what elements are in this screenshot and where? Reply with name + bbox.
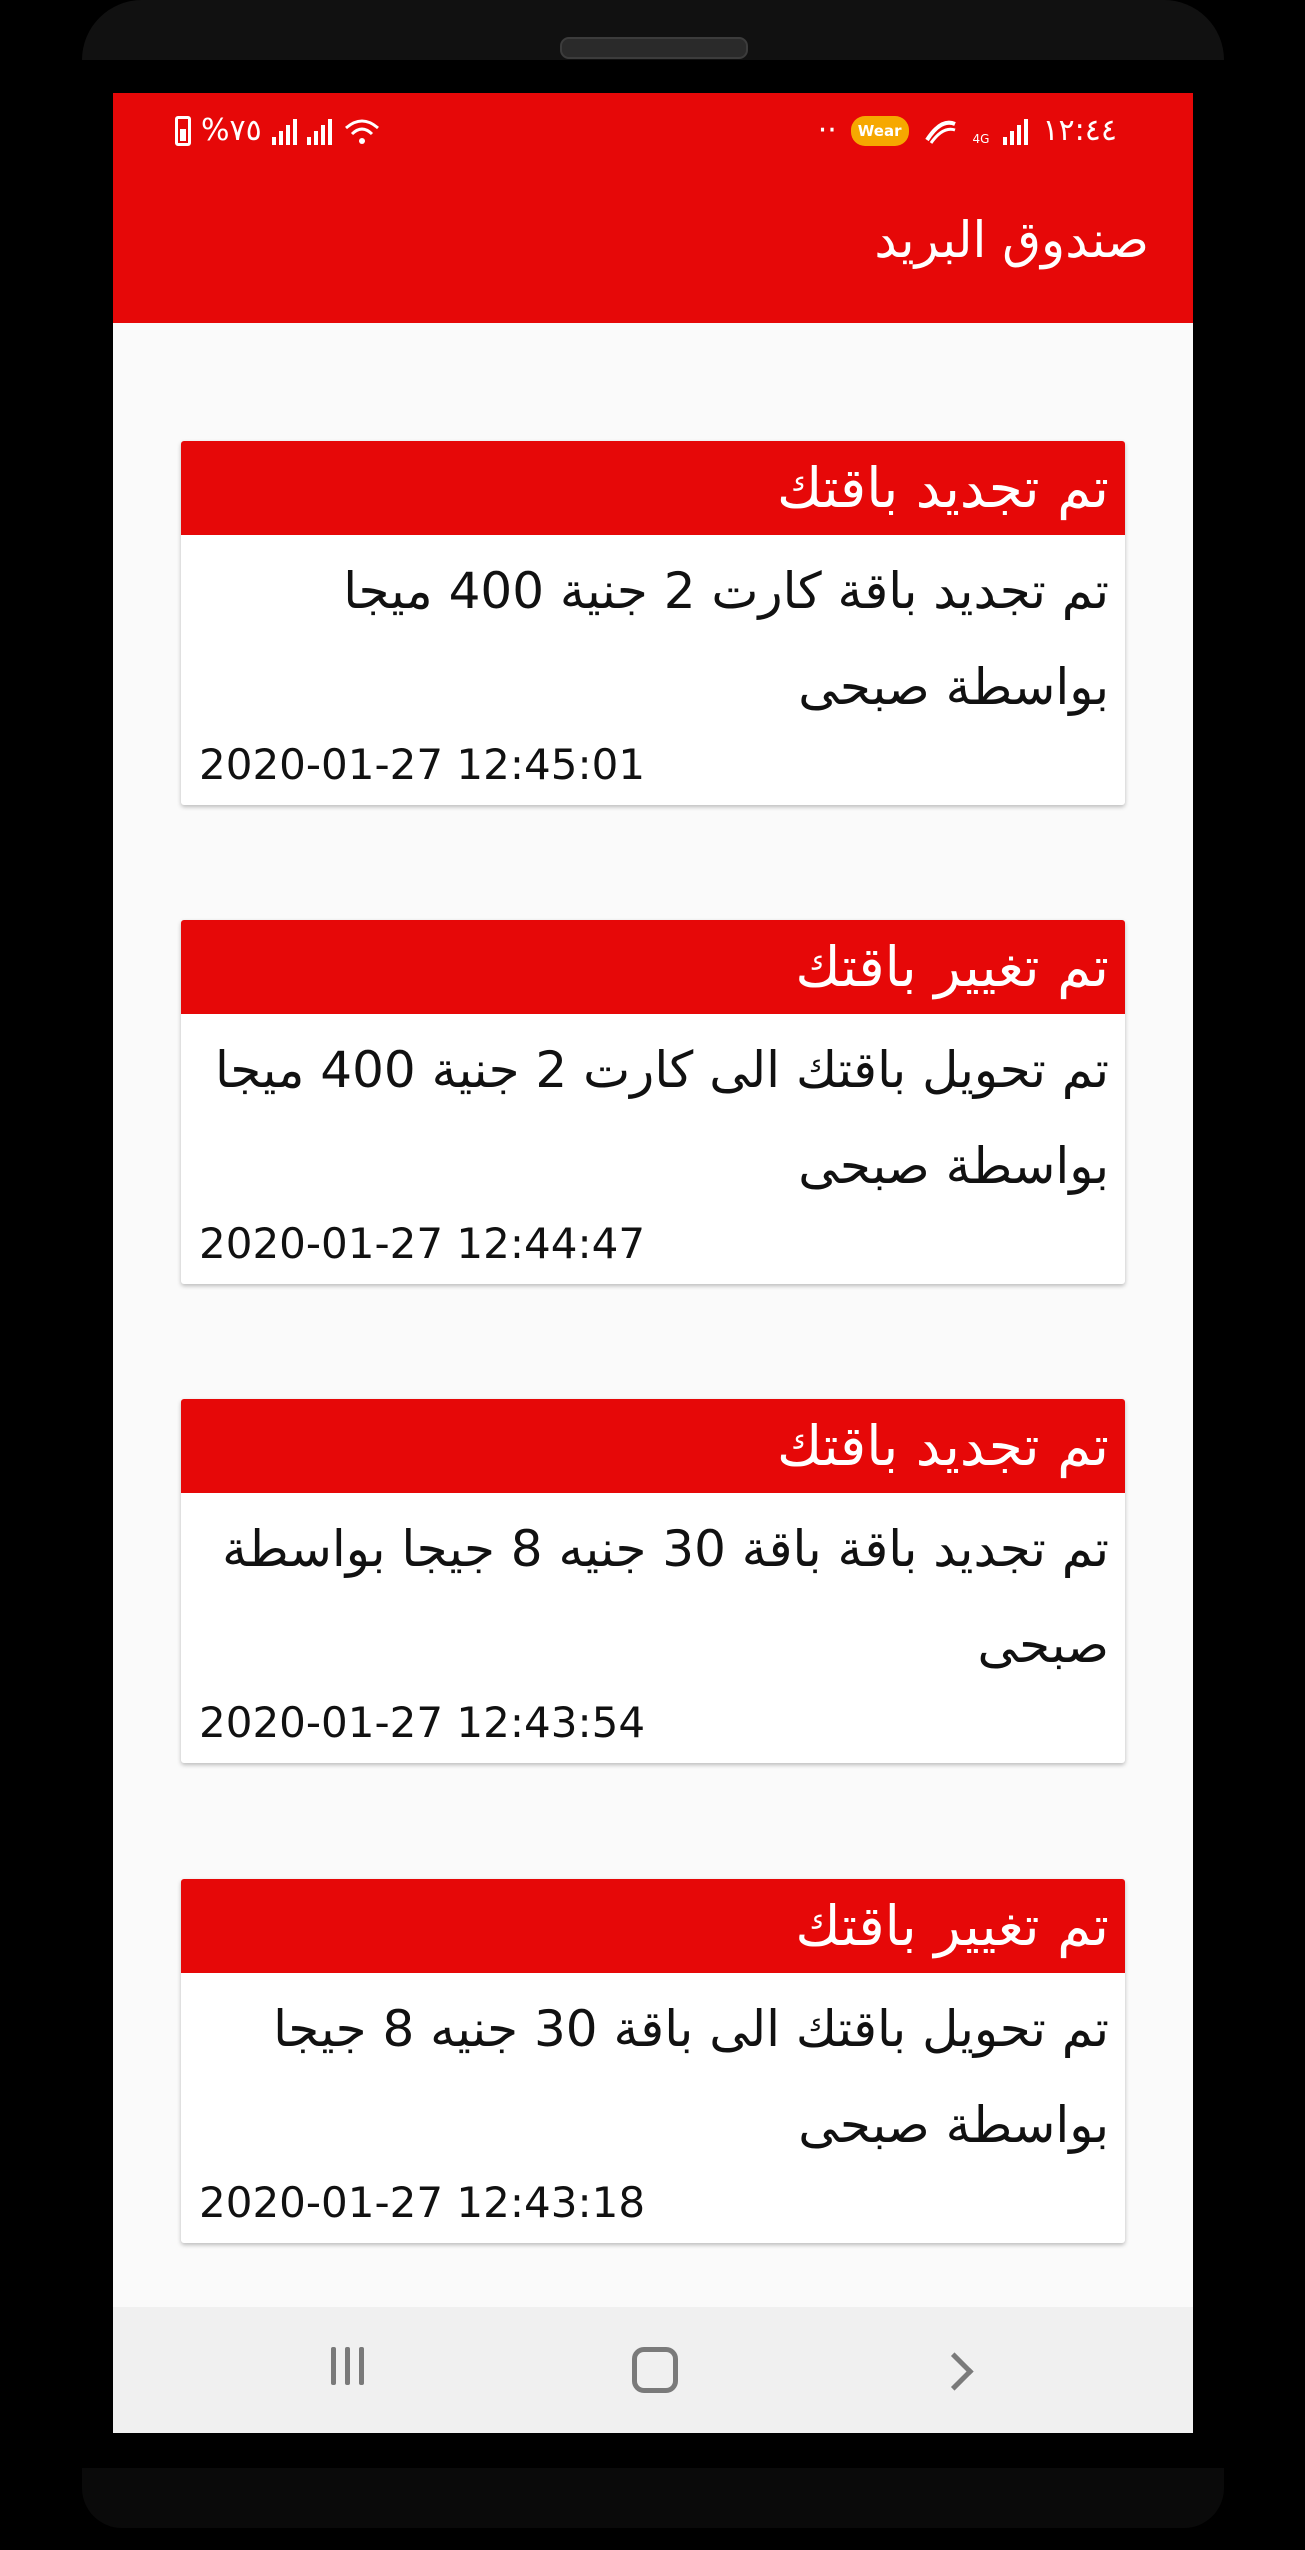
notification-dots-icon: ·· <box>817 113 837 148</box>
cellular-signal-icon <box>1003 117 1028 145</box>
phone-frame-bottom <box>82 2468 1224 2528</box>
message-date: 2020-01-27 12:44:47 <box>199 1219 646 1268</box>
message-date: 2020-01-27 12:45:01 <box>199 740 646 789</box>
message-date: 2020-01-27 12:43:54 <box>199 1698 646 1747</box>
message-title: تم تغيير باقتك <box>181 920 1125 1014</box>
message-title: تم تجديد باقتك <box>181 1399 1125 1493</box>
phone-screen <box>113 93 1193 2433</box>
message-body: تم تحويل باقتك الى باقة 30 جنيه 8 جيجا بواسطة صبحى <box>273 2000 1109 2154</box>
home-button[interactable] <box>632 2347 678 2393</box>
battery-percent: %٧٥ <box>201 113 262 148</box>
status-bar <box>113 93 1193 175</box>
message-card[interactable] <box>181 1879 1125 2243</box>
signal-strength-2-icon <box>307 117 332 145</box>
status-time: ١٢:٤٤ <box>1042 113 1117 148</box>
system-nav-bar <box>113 2307 1193 2433</box>
app-bar <box>113 93 1193 323</box>
message-body: تم تحويل باقتك الى كارت 2 جنية 400 ميجا بواسطة صبحى <box>214 1041 1109 1195</box>
signal-strength-icon <box>272 117 297 145</box>
message-card[interactable] <box>181 441 1125 805</box>
status-bar-left <box>175 113 382 148</box>
battery-icon <box>175 116 191 146</box>
page-title: صندوق البريد <box>874 211 1149 269</box>
message-body: تم تجديد باقة كارت 2 جنية 400 ميجا بواسطة صبحى <box>343 562 1109 716</box>
message-card[interactable] <box>181 1399 1125 1763</box>
wear-app-icon: Wear <box>851 116 909 146</box>
speed-app-icon <box>923 116 959 146</box>
message-date: 2020-01-27 12:43:18 <box>199 2178 646 2227</box>
phone-speaker <box>560 37 748 59</box>
recents-button[interactable] <box>331 2347 364 2385</box>
message-title: تم تغيير باقتك <box>181 1879 1125 1973</box>
status-bar-right <box>818 113 1117 148</box>
message-title: تم تجديد باقتك <box>181 441 1125 535</box>
wifi-icon <box>342 116 382 146</box>
message-body: تم تجديد باقة باقة 30 جنيه 8 جيجا بواسطة صبحى <box>222 1520 1109 1674</box>
network-type: 4G <box>972 131 990 146</box>
back-button[interactable] <box>935 2352 973 2390</box>
message-card[interactable] <box>181 920 1125 1284</box>
